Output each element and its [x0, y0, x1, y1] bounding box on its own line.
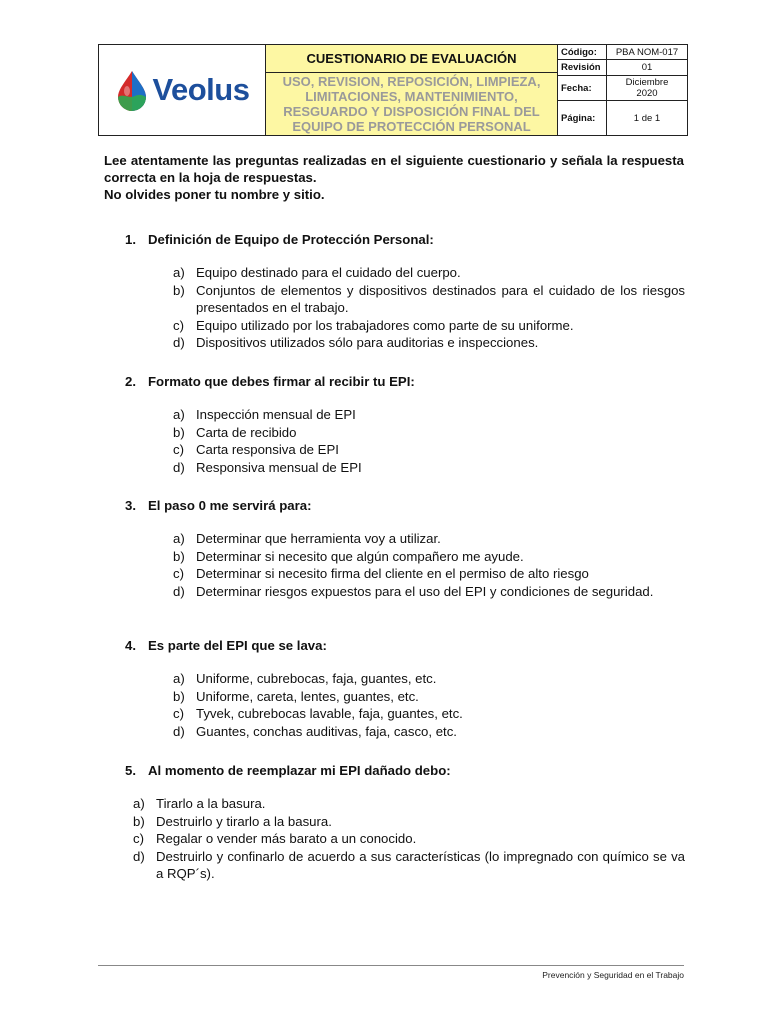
question-text: El paso 0 me servirá para:: [148, 498, 312, 513]
option-text: Equipo destinado para el cuidado del cuerpo.: [196, 265, 461, 280]
option[interactable]: [173, 670, 685, 688]
option-letter: a): [173, 531, 185, 546]
option-letter: a): [133, 796, 145, 811]
question-number: 4.: [125, 638, 136, 653]
option-text: Tyvek, cubrebocas lavable, faja, guantes, etc.: [196, 706, 463, 722]
meta-value: Diciembre 2020: [625, 77, 669, 99]
option-text: Determinar si necesito firma del cliente en el permiso de alto riesgo: [196, 566, 589, 582]
option[interactable]: [173, 583, 685, 601]
option-text: Uniforme, cubrebocas, faja, guantes, etc.: [196, 671, 437, 686]
option-letter: b): [173, 688, 185, 704]
option[interactable]: [173, 548, 685, 566]
logo: [99, 45, 266, 135]
option-text: Regalar o vender más barato a un conocido.: [156, 831, 417, 847]
option-text: Inspección mensual de EPI: [196, 407, 356, 422]
option[interactable]: [173, 282, 685, 317]
question-title: [125, 232, 685, 247]
question-number: 1.: [125, 232, 136, 247]
document-meta: [558, 45, 687, 135]
option-text: Responsiva mensual de EPI: [196, 459, 362, 475]
instructions-line: Lee atentamente las preguntas realizadas en el siguiente cuestionario y señala la respuesta correcta en la hoja de respuestas.: [104, 153, 684, 185]
option-letter: d): [173, 723, 185, 739]
option-letter: b): [133, 813, 145, 829]
meta-row-code: [558, 45, 687, 60]
options-list: [125, 406, 685, 476]
option-text: Dispositivos utilizados sólo para auditorias e inspecciones.: [196, 335, 539, 351]
option-letter: c): [173, 317, 184, 333]
options-list: [125, 530, 685, 600]
option[interactable]: [173, 723, 685, 741]
option[interactable]: [173, 705, 685, 723]
option-text: Carta responsiva de EPI: [196, 442, 339, 458]
option[interactable]: [133, 830, 685, 848]
option[interactable]: [173, 334, 685, 352]
question-4: [125, 638, 685, 740]
option-letter: c): [173, 442, 184, 458]
question-text: Al momento de reemplazar mi EPI dañado debo:: [148, 763, 451, 778]
instructions-line: No olvides poner tu nombre y sitio.: [104, 187, 325, 202]
meta-label: Revisión: [558, 60, 607, 75]
option-letter: d): [173, 459, 185, 475]
option-text: Equipo utilizado por los trabajadores como parte de su uniforme.: [196, 317, 574, 333]
meta-value: 1 de 1: [633, 112, 661, 124]
option-letter: b): [173, 548, 185, 564]
option[interactable]: [173, 406, 685, 424]
option-letter: d): [173, 583, 185, 599]
option-letter: b): [173, 424, 185, 440]
logo-wordmark: Veolus: [152, 72, 250, 107]
meta-value: 01: [641, 62, 653, 73]
footer-text: Prevención y Seguridad en el Trabajo: [542, 970, 684, 980]
option-text: Determinar que herramienta voy a utilizar.: [196, 531, 441, 546]
meta-row-date: [558, 76, 687, 101]
meta-label: Fecha:: [558, 76, 607, 100]
water-drop-logo-icon: [115, 69, 149, 111]
option[interactable]: [173, 264, 685, 282]
option-letter: d): [173, 335, 185, 351]
meta-row-revision: [558, 60, 687, 76]
instructions: [104, 152, 684, 203]
meta-label: Código:: [558, 45, 607, 59]
option-letter: c): [173, 706, 184, 722]
option[interactable]: [173, 441, 685, 459]
question-title: [125, 763, 685, 778]
options-list: [125, 670, 685, 740]
option-letter: a): [173, 265, 185, 280]
option-letter: a): [173, 671, 185, 686]
question-title: [125, 638, 685, 653]
document-header: [98, 44, 688, 136]
option-text: Destruirlo y tirarlo a la basura.: [156, 813, 332, 829]
document-title: CUESTIONARIO DE EVALUACIÓN: [266, 45, 557, 73]
meta-label: Página:: [558, 101, 607, 135]
question-title: [125, 374, 685, 389]
question-1: [125, 232, 685, 352]
meta-value: PBA NOM-017: [615, 46, 679, 58]
option[interactable]: [173, 317, 685, 335]
option-letter: c): [133, 831, 144, 847]
option-text: Conjuntos de elementos y dispositivos destinados para el cuidado de los riesgos presentados en el trabajo.: [196, 282, 685, 316]
title-block: [266, 45, 558, 135]
option-letter: b): [173, 282, 185, 298]
option[interactable]: [173, 459, 685, 477]
option-letter: d): [133, 848, 145, 864]
question-5: [125, 763, 685, 883]
option-text: Determinar si necesito que algún compañero me ayude.: [196, 548, 524, 564]
document-subtitle: USO, REVISION, REPOSICIÓN, LIMPIEZA, LIMITACIONES, MANTENIMIENTO, RESGUARDO Y DISPOSICIÓN FINAL DEL EQUIPO DE PROTECCIÓN PERSONAL: [266, 73, 557, 135]
option-text: Uniforme, careta, lentes, guantes, etc.: [196, 688, 419, 704]
option[interactable]: [173, 688, 685, 706]
question-text: Formato que debes firmar al recibir tu EPI:: [148, 374, 415, 389]
option-text: Carta de recibido: [196, 424, 297, 440]
options-list: [125, 264, 685, 352]
question-2: [125, 374, 685, 476]
options-list: [125, 795, 685, 883]
option[interactable]: [133, 813, 685, 831]
option[interactable]: [133, 848, 685, 883]
meta-row-page: [558, 101, 687, 135]
option-letter: a): [173, 407, 185, 422]
question-text: Definición de Equipo de Protección Personal:: [148, 232, 434, 247]
option[interactable]: [173, 565, 685, 583]
option-text: Guantes, conchas auditivas, faja, casco, etc.: [196, 723, 457, 739]
question-number: 2.: [125, 374, 136, 389]
option-text: Determinar riesgos expuestos para el uso del EPI y condiciones de seguridad.: [196, 583, 654, 599]
question-number: 3.: [125, 498, 136, 513]
option[interactable]: [173, 424, 685, 442]
question-3: [125, 498, 685, 600]
question-title: [125, 498, 685, 513]
option[interactable]: [173, 530, 685, 548]
option[interactable]: [133, 795, 685, 813]
option-text: Tirarlo a la basura.: [156, 796, 266, 811]
footer-divider: [98, 965, 684, 966]
question-number: 5.: [125, 763, 136, 778]
option-text: Destruirlo y confinarlo de acuerdo a sus características (lo impregnado con químico se va a RQP´s).: [156, 848, 685, 882]
question-text: Es parte del EPI que se lava:: [148, 638, 327, 653]
option-letter: c): [173, 566, 184, 582]
